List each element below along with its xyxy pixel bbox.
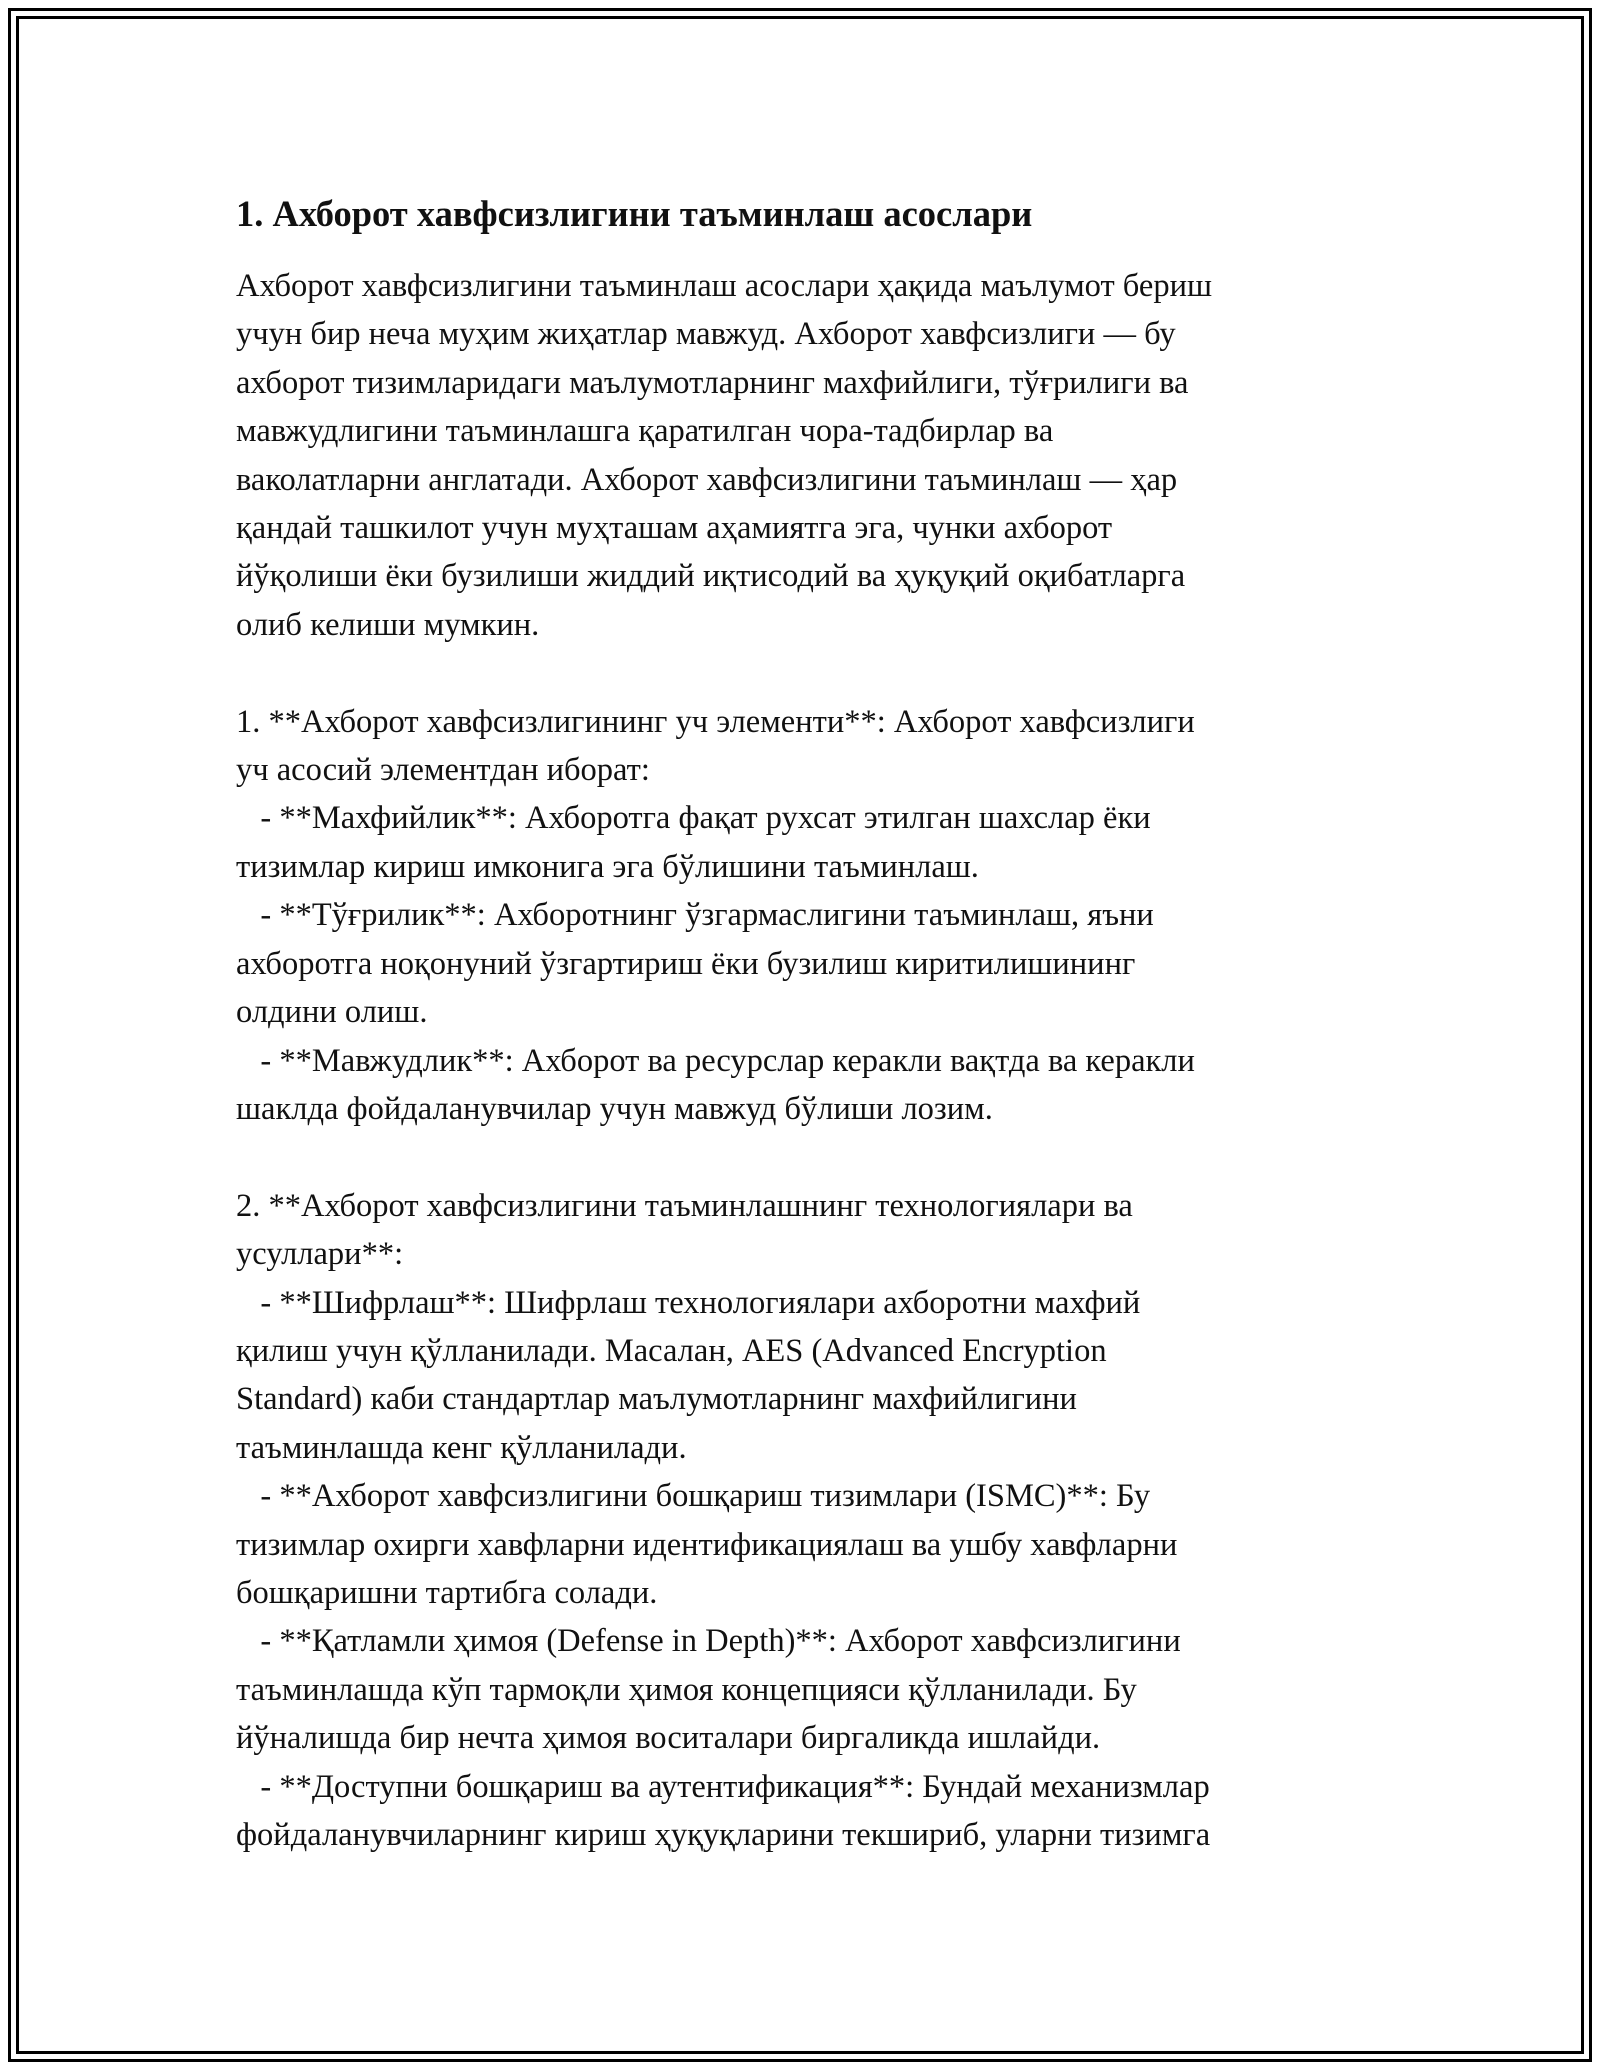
document-heading: 1. Ахборот хавфсизлигини таъминлаш асослари [236, 193, 1033, 234]
document-body: Ахборот хавфсизлигини таъминлаш асослари ҳақида маълумот бериш учун бир неча муҳим жиҳатлар мавжуд. Ахборот хавфсизлиги — бу ахборот тизимларидаги маълумотларнинг махфийлиги, тўғрилиги ва мавжудлигини таъминлашга қаратилган чора-тадбирлар ва ваколатларни англатади. Ахборот хавфсизлигини таъминлаш — ҳар қандай ташкилот учун муҳташам аҳамиятга эга, чунки ахборот йўқолиши ёки бузилиши жиддий иқтисодий ва ҳуқуқий оқибатларга олиб келиши мумкин. 1. **Ахборот хавфсизлигининг уч элементи**: Ахборот хавфсизлиги уч асосий элементдан иборат: - **Махфийлик**: Ахборотга фақат рухсат этилган шахслар ёки тизимлар кириш имконига эга бўлишини таъминлаш. - **Тўғрилик**: Ахборотнинг ўзгармаслигини таъминлаш, яъни ахборотга ноқонуний ўзгартириш ёки бузилиш киритилишининг олдини олиш. - **Мавжудлик**: Ахборот ва ресурслар керакли вақтда ва керакли шаклда фойдаланувчилар учун мавжуд бўлиши лозим. 2. **Ахборот хавфсизлигини таъминлашнинг технологиялари ва усуллари**: - **Шифрлаш**: Шифрлаш технологиялари ахборотни махфий қилиш учун қўлланилади. Масалан, AES (Advanced Encryption Standard) каби стандартлар маълумотларнинг махфийлигини таъминлашда кенг қўлланилади. - **Ахборот хавфсизлигини бошқариш тизимлари (ISMC)**: Бу тизимлар охирги хавфларни идентификациялаш ва ушбу хавфларни бошқаришни тартибга солади. - **Қатламли ҳимоя (Defense in Depth)**: Ахборот хавфсизлигини таъминлашда кўп тармоқли ҳимоя концепцияси қўлланилади. Бу йўналишда бир нечта ҳимоя воситалари биргаликда ишлайди. - **Доступни бошқариш ва аутентификация**: Бундай механизмлар фойдаланувчиларнинг кириш ҳуқуқларини текшириб, уларни тизимга [236, 268, 1212, 1853]
document-content [236, 188, 1364, 1859]
